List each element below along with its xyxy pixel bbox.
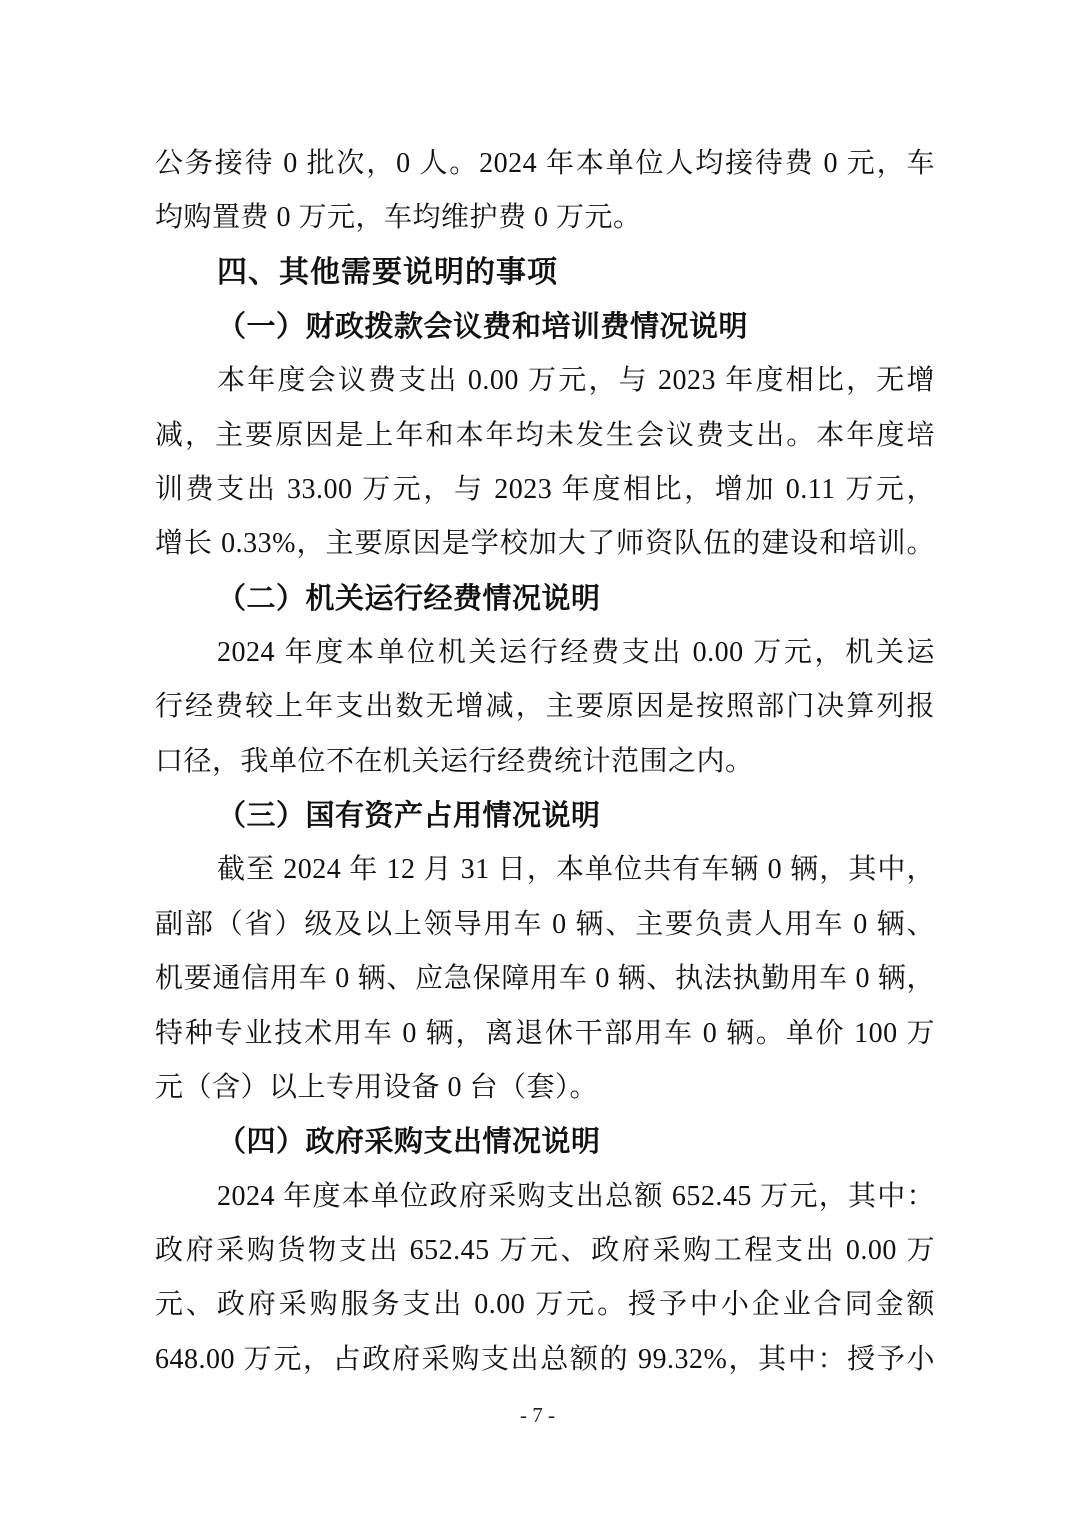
body-line: 2024 年度本单位机关运行经费支出 0.00 万元，机关运 [217, 637, 935, 669]
body-line: 本年度会议费支出 0.00 万元，与 2023 年度相比，无增 [217, 365, 935, 397]
subsection-heading: （二）机关运行经费情况说明 [217, 582, 601, 615]
body-line: 政府采购货物支出 652.45 万元、政府采购工程支出 0.00 万 [155, 1234, 935, 1266]
body-line: 减，主要原因是上年和本年均未发生会议费支出。本年度培 [155, 419, 935, 451]
body-line: 特种专业技术用车 0 辆，离退休干部用车 0 辆。单价 100 万 [155, 1017, 935, 1049]
body-line: 副部（省）级及以上领导用车 0 辆、主要负责人用车 0 辆、 [155, 908, 935, 940]
body-line: 增长 0.33%，主要原因是学校加大了师资队伍的建设和培训。 [155, 528, 935, 560]
subsection-heading: （四）政府采购支出情况说明 [217, 1126, 601, 1159]
body-line: 口径，我单位不在机关运行经费统计范围之内。 [155, 745, 754, 777]
body-line: 2024 年度本单位政府采购支出总额 652.45 万元，其中： [217, 1180, 935, 1212]
body-line: 公务接待 0 批次，0 人。2024 年本单位人均接待费 0 元，车 [155, 148, 935, 179]
document-body [155, 137, 935, 1387]
subsection-heading: （一）财政拨款会议费和培训费情况说明 [217, 311, 749, 344]
body-line: 截至 2024 年 12 月 31 日，本单位共有车辆 0 辆，其中， [217, 854, 935, 886]
body-line: 行经费较上年支出数无增减，主要原因是按照部门决算列报 [155, 691, 935, 723]
page-number: - 7 - [520, 1403, 555, 1427]
section-heading: 四、其他需要说明的事项 [217, 255, 558, 289]
body-line: 元、政府采购服务支出 0.00 万元。授予中小企业合同金额 [155, 1289, 935, 1321]
subsection-heading: （三）国有资产占用情况说明 [217, 800, 601, 833]
body-line: 均购置费 0 万元，车均维护费 0 万元。 [155, 202, 642, 234]
body-line: 元（含）以上专用设备 0 台（套）。 [155, 1071, 599, 1103]
body-line: 648.00 万元，占政府采购支出总额的 99.32%，其中：授予小 [155, 1343, 935, 1375]
body-line: 机要通信用车 0 辆、应急保障用车 0 辆、执法执勤用车 0 辆， [155, 963, 935, 995]
body-line: 训费支出 33.00 万元，与 2023 年度相比，增加 0.11 万元， [155, 474, 935, 506]
